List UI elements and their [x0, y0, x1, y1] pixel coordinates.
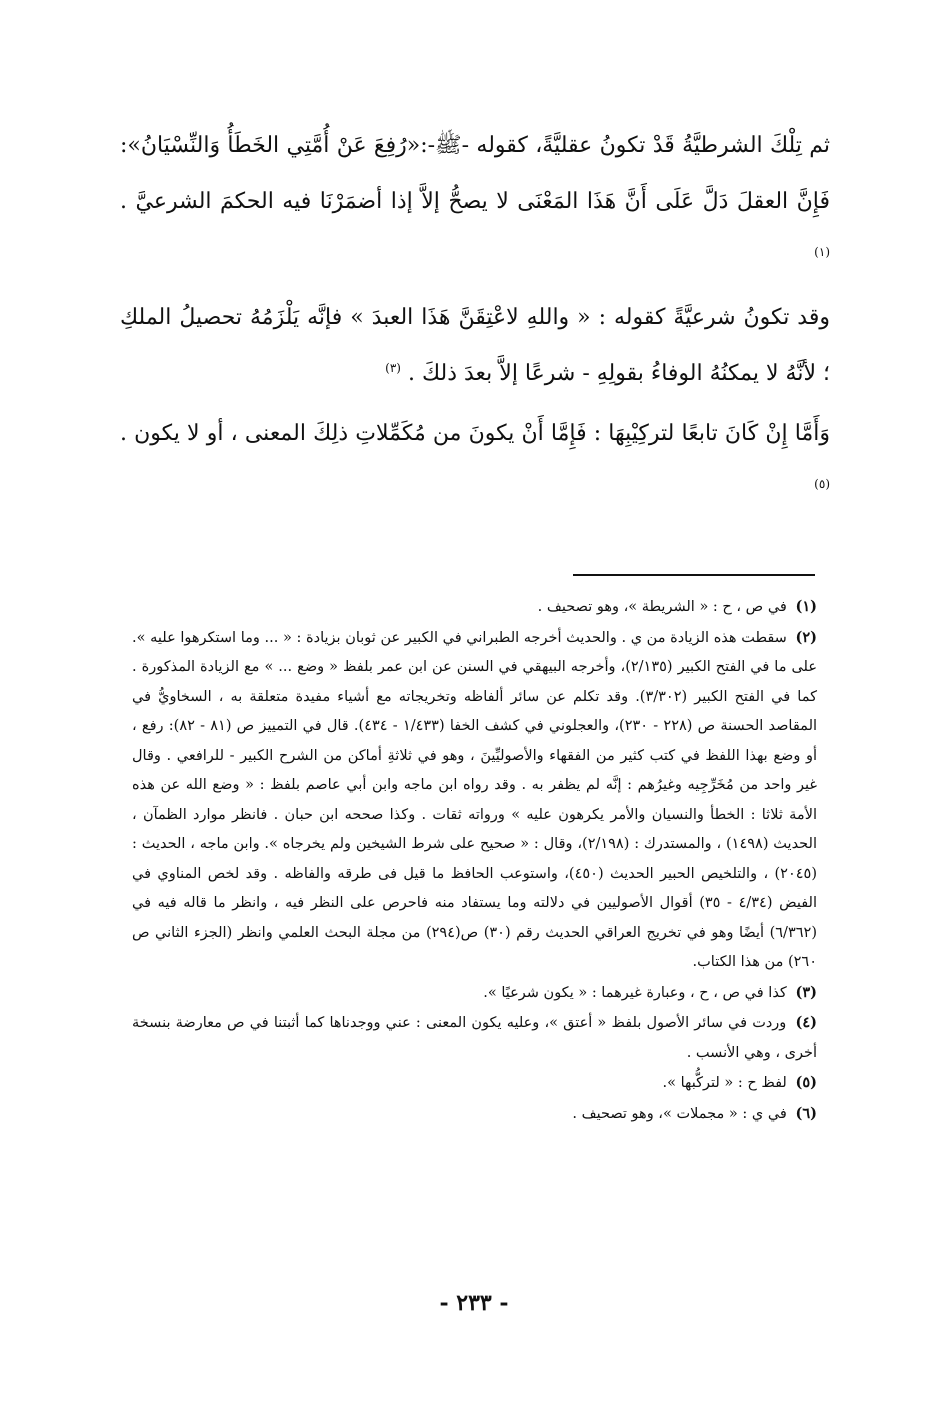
footnote-text: في ي : « مجملات »، وهو تصحيف . [572, 1105, 787, 1122]
footnote-1 [132, 592, 817, 623]
footnote-divider [573, 574, 815, 576]
footnote-ref-1: (١) [814, 245, 830, 259]
footnote-6 [132, 1099, 817, 1130]
main-paragraph-1-text: ثم تِلْكَ الشرطيَّةُ قَدْ تكونُ عقليَّةً، كقوله -ﷺ-:«رُفِعَ عَنْ أُمَّتِي الخَطَأُ وَالنِّسْيَانُ»: فَإِنَّ العقلَ دَلَّ عَلَى أَنَّ هَذَا المَعْنَى لا يصحُّ إلاَّ إذا أضمَرْنَا فيه الحكمَ الشرعيَّ . [120, 133, 830, 214]
main-paragraph-2-text: وقد تكونُ شرعيَّةً كقوله : « واللهِ لاعْتِقَنَّ هَذَا العبدَ » فإنَّه يَلْزَمُهُ تحصيلُ الملكِ ؛ لأنَّهُ لا يمكنُهُ الوفاءُ بقولِهِ - شرعًا إلاَّ بعدَ ذلكَ . [120, 305, 830, 386]
footnote-text: لفظ ح : « لتركُّبها ». [662, 1075, 787, 1091]
main-text [120, 118, 830, 522]
page-number: - ٢٣٣ - [439, 1290, 509, 1316]
footnote-ref-5: (٥) [814, 477, 830, 491]
footnote-3 [132, 978, 817, 1009]
footnote-2 [132, 623, 817, 978]
footnote-5 [132, 1068, 817, 1099]
footnotes [132, 592, 817, 1129]
footnote-text: كذا في ص ، ح ، وعبارة غيرهما : « يكون شرعيًا ». [483, 984, 787, 1001]
footnote-number: (١) [795, 598, 817, 615]
footnote-number: (٥) [795, 1074, 817, 1091]
main-paragraph-2 [120, 290, 830, 402]
footnote-number: (٦) [795, 1104, 817, 1122]
footnote-number: (٤) [795, 1014, 817, 1031]
footnote-text: سقطت هذه الزيادة من ي . والحديث أخرجه الطبراني في الكبير عن ثوبان بزيادة : « ... وما استكرهوا عليه ». على ما في الفتح الكبير (٢/١٣٥)، وأخرجه البيهقي في السنن عن ابن عمر بلفظ « وضع ... » مع الزيادة المذكورة . كما في الفتح الكبير (٣/٣٠٢). وقد تكلم عن سائر ألفاظه وتخريجاته مع أشياء مفيدة متعلقة به ، السخاويُّ في المقاصد الحسنة ص (٢٢٨ - ٢٣٠)، والعجلوني في كشف الخفا (١/٤٣٣ - ٤٣٤). قال في التمييز ص (٨١ - ٨٢): رفع ، أو وضع بهذا اللفظ في كتب كثير من الفقهاء والأصوليِّينَ ، وهو في ثلاثةِ أماكن من الشرح الكبير - للرافعي . وقال غير واحد من مُخَرِّجِيه وغيرُهم : إنَّه لم يظفر به . وقد رواه ابن ماجه وابن أبي عاصم بلفظ : « وضع الله عن هذه الأمة ثلاثا : الخطأ والنسيان والأمر يكرهون عليه » ورواته ثقات . وكذا صححه ابن حبان . فانظر موارد الظمآن ، الحديث (١٤٩٨) ، والمستدرك : (٢/١٩٨)، وقال : « صحيح على شرط الشيخين ولم يخرجاه ». وابن ماجه ، الحديث : (٢٠٤٥) ، والتلخيص الحبير الحديث (٤٥٠)، واستوعب الحافظ ما قيل فى طرقه والفاظه . وقد لخص المناوي في الفيض (٤/٣٤ - ٣٥) أقوال الأصوليين في دلالته وما يستفاد منه فاحرص على النظر فيه ، وانظر ما قاله فيه في (٦/٣٦٢) أيضًا وهو في تخريج العراقي الحديث رقم (٣٠) ص(٢٩٤) من مجلة البحث العلمي وانظر (الجزء الثاني ص ٢٦٠) من هذا الكتاب. [132, 629, 818, 970]
footnote-number: (٢) [795, 628, 818, 646]
footnote-number: (٣) [795, 983, 817, 1001]
footnote-4 [132, 1008, 817, 1068]
main-paragraph-1 [120, 118, 830, 286]
footnote-text: في ص ، ح : « الشريطة »، وهو تصحيف . [537, 599, 787, 615]
main-paragraph-3-text: وَأَمَّا إِنْ كَانَ تابعًا لتركِيْبِهَا : فَإِمَّا أَنْ يكونَ من مُكَمِّلاتِ ذلِكَ المعنى ، أو لا يكون . [120, 421, 830, 446]
footnote-text: وردت في سائر الأصول بلفظ « أعتق »، وعليه يكون المعنى : عني ووجدناها كما أثبتنا في ص معارضة بنسخة أخرى ، وهي الأنسب . [132, 1015, 817, 1061]
footnote-ref-3: (٣) [385, 361, 401, 375]
main-paragraph-3 [120, 406, 830, 518]
